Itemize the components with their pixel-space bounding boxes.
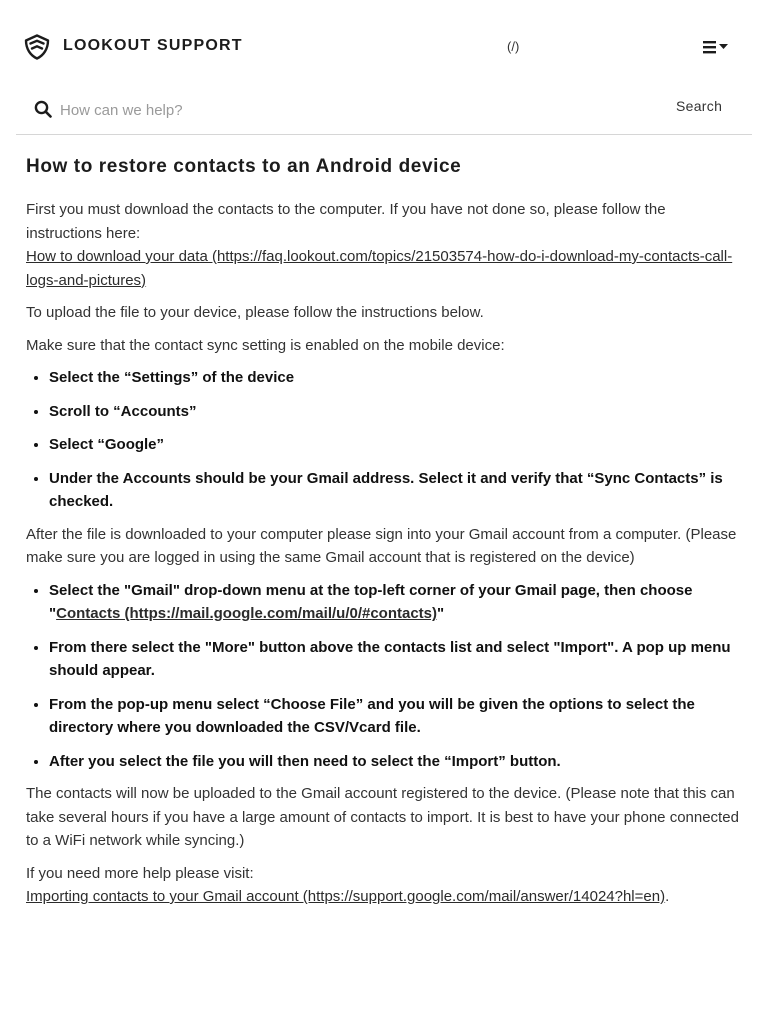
list-item: • After you select the file you will then need to select the “Import” button. [49, 750, 742, 774]
list-item: • Select the “Settings” of the device [49, 366, 742, 390]
list-item: • From there select the "More" button above the contacts list and select "Import". A pop up menu should appear. [49, 636, 742, 683]
gmail-step1-prefix: Select the "Gmail" drop-down menu at the top-left corner of your Gmail page, then choose " [49, 581, 693, 622]
download-data-link[interactable]: How to download your data (https://faq.lookout.com/topics/21503574-how-do-i-download-my-contacts-call-logs-and-pictures) [26, 248, 733, 289]
shield-logo-icon[interactable] [24, 34, 50, 60]
sync-steps-list [26, 366, 742, 514]
home-link[interactable]: (/) [507, 39, 520, 54]
gmail-import-help-link[interactable]: Importing contacts to your Gmail account (https://support.google.com/mail/answer/14024?hl=en) [26, 888, 666, 905]
search-input[interactable] [58, 96, 622, 124]
list-item: • Scroll to “Accounts” [49, 400, 742, 424]
gmail-intro: After the file is downloaded to your computer please sign into your Gmail account from a computer. (Please make sure you are logged in using the same Gmail account that is registered on the device) [26, 525, 737, 566]
intro-text: First you must download the contacts to the computer. If you have not done so, please follow the instructions here: [26, 201, 666, 242]
list-item [49, 579, 742, 626]
sync-intro: Make sure that the contact sync setting is enabled on the mobile device: [26, 336, 505, 354]
search-icon [34, 100, 52, 118]
intro-paragraph [26, 198, 742, 292]
list-item: • Under the Accounts should be your Gmail address. Select it and verify that “Sync Contacts” is checked. [49, 467, 742, 514]
site-header [0, 0, 768, 92]
list-item: • From the pop-up menu select “Choose File” and you will be given the options to select the directory where you downloaded the CSV/Vcard file. [49, 693, 742, 740]
gmail-contacts-link[interactable]: Contacts (https://mail.google.com/mail/u/0/#contacts) [56, 605, 438, 622]
upload-intro: To upload the file to your device, please follow the instructions below. [26, 304, 484, 321]
search-bar [16, 92, 752, 135]
caret-down-icon [719, 44, 728, 49]
menu-toggle-button[interactable] [703, 36, 733, 58]
search-button[interactable]: Search [676, 98, 723, 114]
article [26, 154, 742, 918]
gmail-steps-list [26, 579, 742, 774]
brand-name[interactable]: LOOKOUT SUPPORT [63, 37, 243, 54]
outro-paragraph: The contacts will now be uploaded to the Gmail account registered to the device. (Please note that this can take several hours if you have a large amount of contacts to import. It is best to have your phone connected to a WiFi network while syncing.) [26, 785, 739, 849]
gmail-step1-suffix: " [437, 605, 445, 622]
hamburger-menu-icon [703, 36, 733, 58]
help-paragraph [26, 862, 742, 909]
help-suffix: . [665, 888, 670, 905]
article-title: How to restore contacts to an Android device [26, 156, 462, 177]
list-item: • Select “Google” [49, 433, 742, 457]
help-intro: If you need more help please visit: [26, 864, 254, 882]
